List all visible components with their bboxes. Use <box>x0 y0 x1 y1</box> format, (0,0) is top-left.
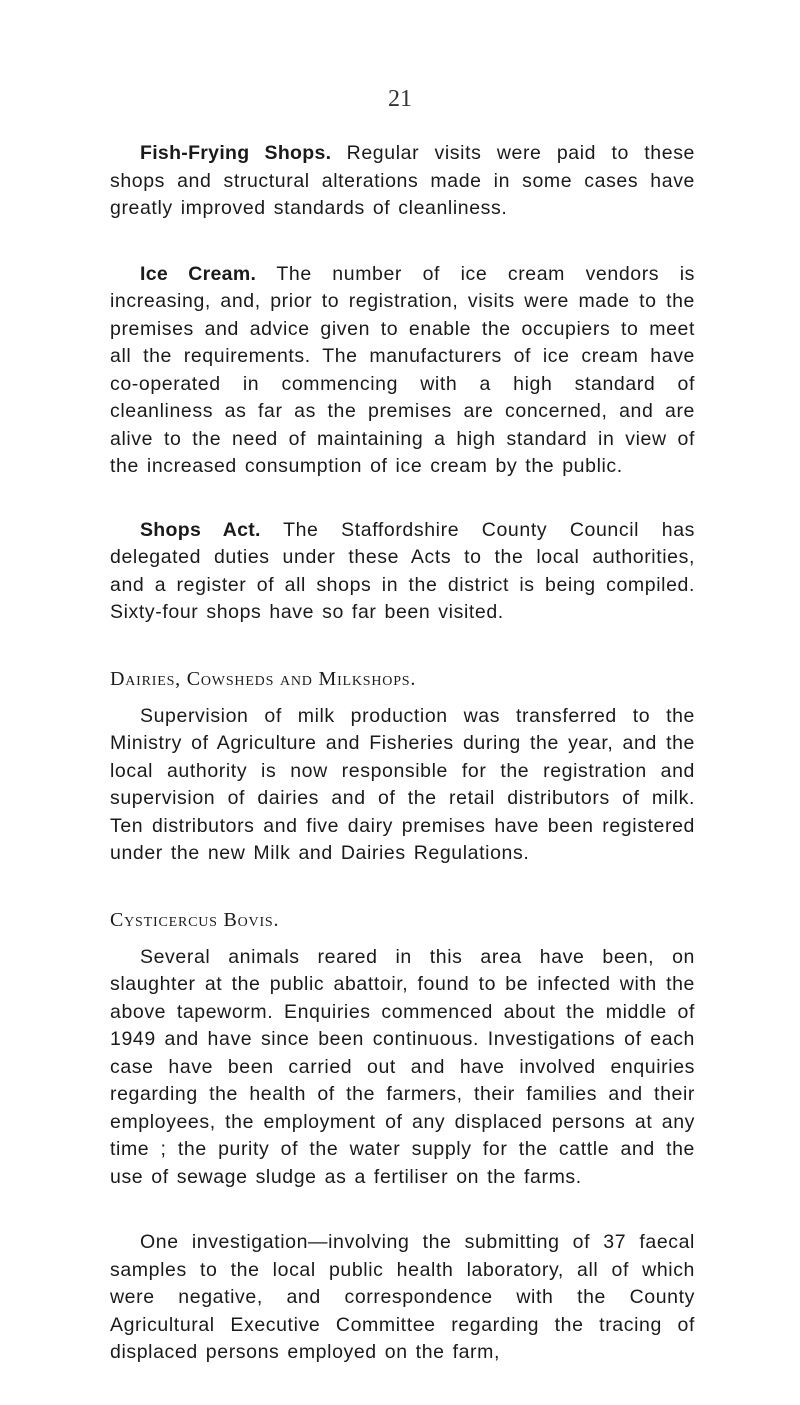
paragraph-dairies: Supervision of milk production was transferred to the Ministry of Agriculture and Fisheries during the year, and the local authority is now responsible for the registration and supervision of dairies and of the retail distributors of milk. Ten distributors and five dairy premises have been registered under the new Milk and Dairies Regulations. <box>110 704 695 864</box>
page-number: 21 <box>388 86 412 112</box>
heading-dairies: Dairies, Cowsheds and Milkshops. <box>110 667 417 690</box>
paragraph-shops-act <box>110 517 695 627</box>
paragraph-cysticercus-2: One investigation—involving the submitting of 37 faecal samples to the local public health laboratory, all of which were negative, and correspondence with the County Agricultural Executive Committee regarding the tracing of displaced persons employed on the farm, <box>110 1231 695 1363</box>
paragraph-fish-frying-shops <box>110 140 695 223</box>
text-shops-act: The Staffordshire County Council has delegated duties under these Acts to the local authorities, and a register of all shops in the district is being compiled. Sixty-four shops have so far been visited. <box>110 518 695 623</box>
text-fish-frying-shops: Regular visits were paid to these shops and structural alterations made in some cases have greatly improved standards of cleanliness. <box>110 142 695 219</box>
heading-ice-cream: Ice Cream. <box>140 262 257 285</box>
text-ice-cream: The number of ice cream vendors is increasing, and, prior to registration, visits were made to the premises and advice given to enable the occupiers to meet all the requirements. The manufacturers of ice cream have co-operated in commencing with a high standard of cleanliness as far as the premises are concerned, and are alive to the need of maintaining a high standard in view of the increased consumption of ice cream by the public. <box>110 262 695 477</box>
heading-fish-frying-shops: Fish-Frying Shops. <box>140 142 332 164</box>
page-content <box>110 140 695 1405</box>
heading-cysticercus-bovis: Cysticercus Bovis. <box>110 908 280 931</box>
paragraph-ice-cream <box>110 261 695 481</box>
paragraph-cysticercus-1: Several animals reared in this area have been, on slaughter at the public abattoir, found to be infected with the above tapeworm. Enquiries commenced about the middle of 1949 and have since been continuous. Investigations of each case have been carried out and have involved enquiries regarding the health of the farmers, their families and their employees, the employment of any displaced persons at any time ; the purity of the water supply for the cattle and the use of sewage sludge as a fertiliser on the farms. <box>110 945 695 1188</box>
heading-shops-act: Shops Act. <box>140 518 261 541</box>
